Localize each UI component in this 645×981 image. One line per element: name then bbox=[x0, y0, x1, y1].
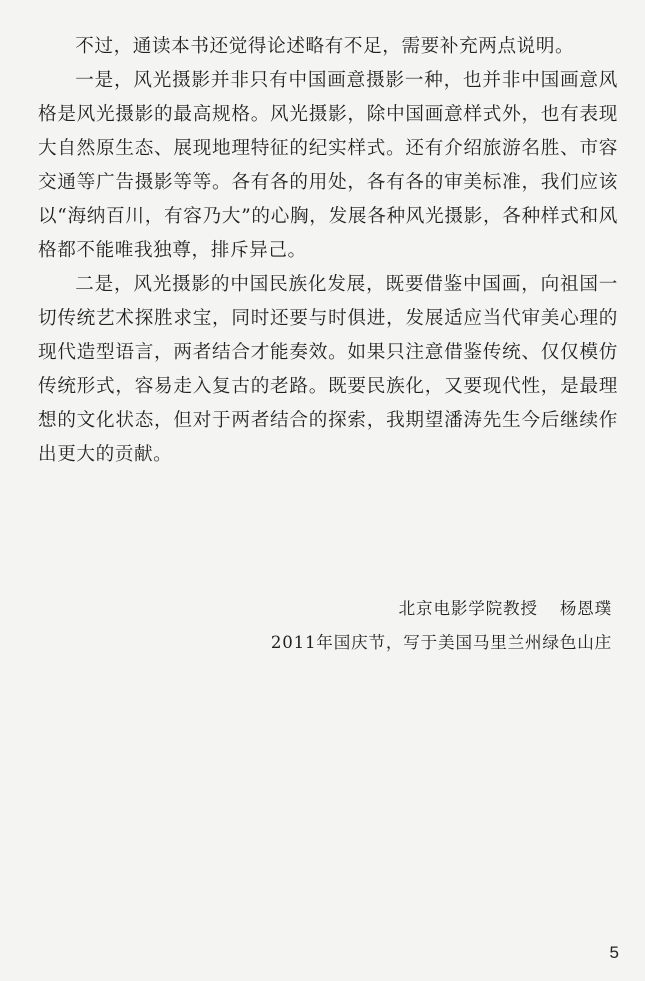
paragraph-intro: 不过，通读本书还觉得论述略有不足，需要补充两点说明。 bbox=[75, 36, 575, 57]
body-text bbox=[38, 30, 618, 472]
paragraph-point-two: 二是，风光摄影的中国民族化发展，既要借鉴中国画，向祖国一切传统艺术探胜求宝，同时还要与时俱进，发展适应当代审美心理的现代造型语言，两者结合才能奏效。如果只注意借鉴传统、仅仅模仿传统形式，容易走入复古的老路。既要民族化，又要现代性，是最理想的文化状态，但对于两者结合的探索，我期望潘涛先生今后继续作出更大的贡献。 bbox=[38, 274, 618, 465]
date-place-line: 2011年国庆节，写于美国马里兰州绿色山庄 bbox=[270, 633, 612, 652]
author-affiliation: 北京电影学院教授 bbox=[398, 599, 538, 618]
paragraph-point-one: 一是，风光摄影并非只有中国画意摄影一种，也并非中国画意风格是风光摄影的最高规格。风光摄影，除中国画意样式外，也有表现大自然原生态、展现地理特征的纪实样式。还有介绍旅游名胜、市容交通等广告摄影等等。各有各的用处，各有各的审美标准，我们应该以“海纳百川，有容乃大”的心胸，发展各种风光摄影，各种样式和风格都不能唯我独尊，排斥异己。 bbox=[38, 70, 618, 261]
author-name: 杨恩璞 bbox=[559, 599, 612, 618]
page-number: 5 bbox=[609, 943, 619, 962]
signature-block bbox=[271, 592, 612, 660]
signature-line bbox=[271, 592, 612, 626]
